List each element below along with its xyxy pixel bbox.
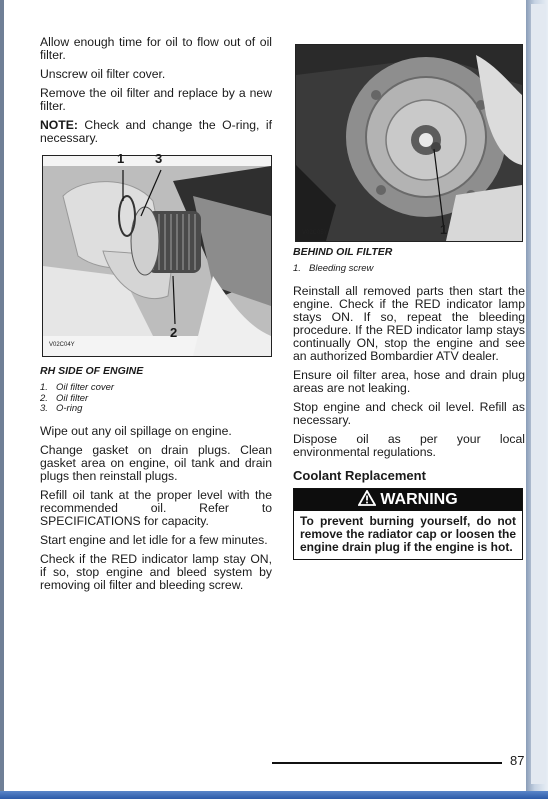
warning-triangle-icon <box>358 490 376 506</box>
paragraph: Refill oil tank at the proper level with the recommended oil. Refer to SPECIFICATIONS for capacity. <box>40 487 272 528</box>
document-page <box>4 0 526 791</box>
paragraph: Allow enough time for oil to flow out of oil filter. <box>40 35 272 62</box>
left-column <box>40 36 272 598</box>
warning-label: WARNING <box>380 490 458 508</box>
paragraph: Reinstall all removed parts then start the engine. Check if the RED indicator lamp stays ON. If so, repeat the bleeding procedure. If the RED indicator lamp stays continually ON, stop the engine and see an authorized Bombardier ATV dealer. <box>293 283 525 363</box>
callout-3: 3 <box>155 151 163 166</box>
paragraph: Change gasket on drain plugs. Clean gasket area on engine, oil tank and drain plugs then reinstall plugs. <box>40 442 272 483</box>
right-column <box>293 44 525 560</box>
figure-code: V02C05Y <box>302 230 328 236</box>
note-label: NOTE: <box>40 118 78 132</box>
warning-header <box>294 489 522 511</box>
section-title-coolant: Coolant Replacement <box>293 467 426 483</box>
paragraph: Start engine and let idle for a few minutes. <box>40 532 268 547</box>
paragraph: Remove the oil filter and replace by a new filter. <box>40 86 272 113</box>
callout-2: 2 <box>170 325 178 340</box>
taskbar-strip <box>0 791 548 799</box>
caption-item: 2. Oil filter <box>40 392 89 404</box>
paragraph: Unscrew oil filter cover. <box>40 67 166 81</box>
paragraph: Stop engine and check oil level. Refill as necessary. <box>293 399 525 427</box>
warning-box <box>293 488 523 560</box>
note-text: Check and change the O-ring, if necessary. <box>40 118 272 145</box>
figure-caption-list <box>40 383 272 415</box>
engine-housing-illustration <box>296 45 522 241</box>
oil-filter-illustration <box>43 156 271 356</box>
callout-1: 1 <box>117 151 125 166</box>
figure-code: V02C04Y <box>49 342 75 348</box>
callout-1: 1 <box>440 222 448 237</box>
scrollbar-track[interactable] <box>530 4 545 784</box>
figure-rh-side-of-engine <box>42 151 272 357</box>
figure-caption-title: RH SIDE OF ENGINE <box>40 365 144 377</box>
caption-item: 3. O-ring <box>40 403 83 414</box>
caption-item: 1. Bleeding screw <box>293 263 374 274</box>
page-number: 87 <box>510 753 525 768</box>
paragraph: Dispose oil as per your local environmental regulations. <box>293 431 525 459</box>
figure-caption-title: BEHIND OIL FILTER <box>293 246 393 258</box>
window-scrollbar[interactable] <box>526 0 548 799</box>
figure-caption-list <box>293 264 525 275</box>
note-paragraph <box>40 119 272 145</box>
figure-behind-oil-filter <box>295 44 523 242</box>
paragraph: Wipe out any oil spillage on engine. <box>40 423 232 438</box>
caption-item: 1. Oil filter cover <box>40 382 115 393</box>
warning-text: To prevent burning yourself, do not remove the radiator cap or loosen the engine drain plug if the engine is hot. <box>300 513 516 554</box>
footer-rule <box>272 762 502 764</box>
paragraph: Check if the RED indicator lamp stay ON, if so, stop engine and bleed system by removing oil filter and bleeding screw. <box>40 551 272 592</box>
paragraph: Ensure oil filter area, hose and drain plug areas are not leaking. <box>293 367 525 395</box>
